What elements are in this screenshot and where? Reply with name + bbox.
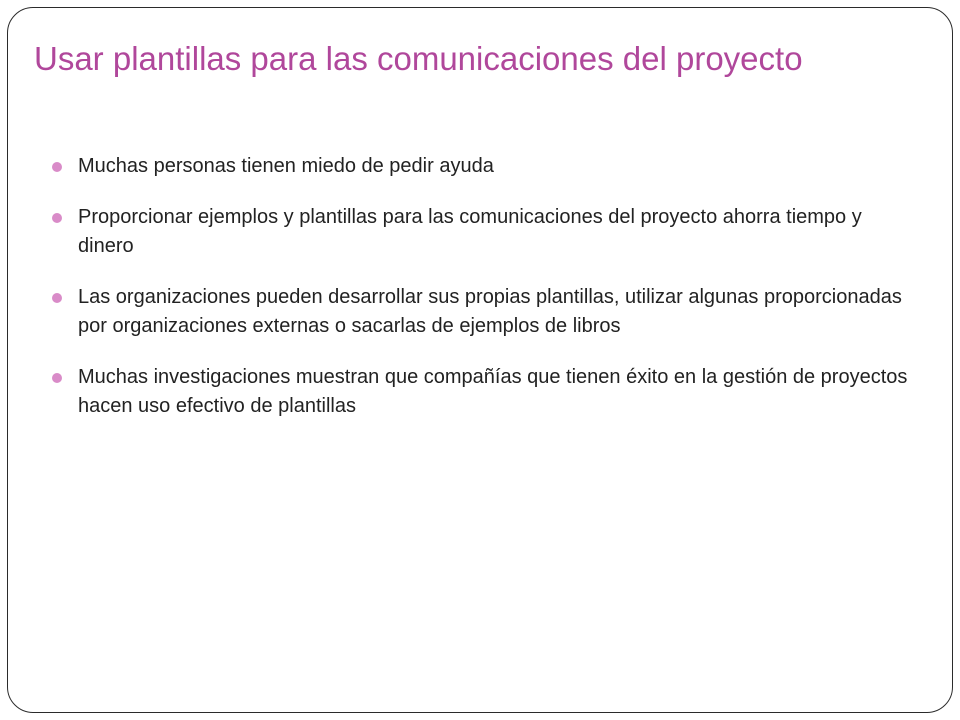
bullet-text: Muchas investigaciones muestran que compañías que tienen éxito en la gestión de proyectos hacen uso efectivo de plantillas: [78, 366, 908, 417]
bullet-item: [50, 363, 920, 421]
bullet-text: Muchas personas tienen miedo de pedir ayuda: [78, 155, 494, 177]
bullet-dot-icon: [52, 213, 62, 223]
bullet-item: [50, 152, 920, 181]
bullet-dot-icon: [52, 162, 62, 172]
slide-title: Usar plantillas para las comunicaciones del proyecto: [34, 40, 803, 77]
bullet-dot-icon: [52, 373, 62, 383]
bullet-text: Proporcionar ejemplos y plantillas para las comunicaciones del proyecto ahorra tiempo y dinero: [78, 206, 862, 257]
bullet-list: [50, 152, 920, 443]
bullet-item: [50, 283, 920, 341]
bullet-text: Las organizaciones pueden desarrollar sus propias plantillas, utilizar algunas proporcionadas por organizaciones externas o sacarlas de ejemplos de libros: [78, 286, 902, 337]
bullet-dot-icon: [52, 293, 62, 303]
bullet-item: [50, 203, 920, 261]
